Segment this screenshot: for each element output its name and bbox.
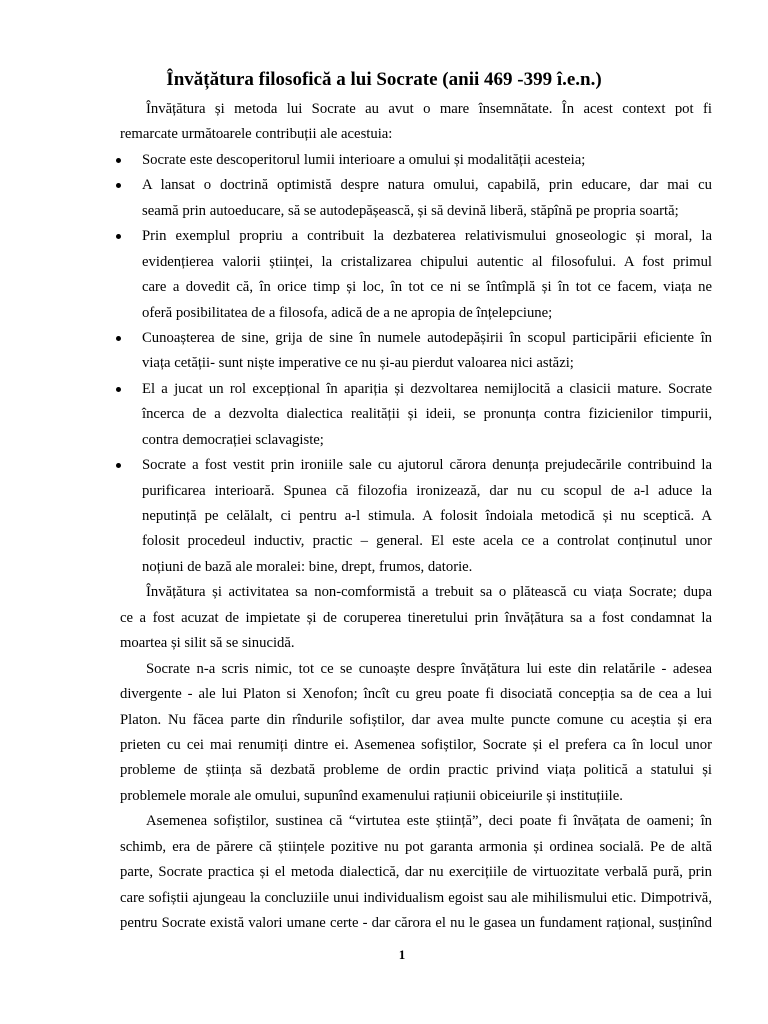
list-item-line: care a dovedit că, în orice timp și loc, în tot ce ni se întîmplă și în tot ce facem, viața ne (142, 279, 712, 296)
bullet-icon (116, 183, 121, 188)
body-paragraph (120, 580, 712, 656)
intro-paragraph (120, 97, 712, 148)
list-item-line: viața cetății- sunt niște imperative ce nu și-au pierdut valoarea nici astăzi; (142, 355, 574, 372)
paragraph-line: Învățătura și metoda lui Socrate au avut o mare însemnătate. În acest context pot fi (146, 101, 712, 117)
list-item-line: evidențierea valorii științei, la cristalizarea chipului autentic al filosofului. A fost primul (142, 253, 712, 270)
bullet-icon (116, 463, 121, 468)
paragraph-line: problemele morale ale omului, supunînd examenului rațiunii obiceiurile și instituțiile. (120, 787, 623, 804)
list-item (120, 173, 712, 224)
paragraph-line: care sofiștii ajungeau la concluziile unui individualism egoist sau ale mihilismului etic. Dimpotrivă, (120, 889, 712, 906)
paragraph-line: remarcate următoarele contribuții ale acestuia: (120, 126, 393, 143)
list-item (120, 224, 712, 326)
list-item (120, 377, 712, 453)
list-item-line: Socrate este descoperitorul lumii interioare a omului și modalității acesteia; (142, 151, 586, 168)
list-item-line: seamă prin autoeducare, să se autodepășească, și să devină liberă, stăpînă pe propria soartă; (142, 202, 679, 219)
list-item (120, 326, 712, 377)
list-item-line: El a jucat un rol excepțional în apariția și dezvoltarea nemijlocită a clasicii mature. Socrate (142, 380, 712, 397)
list-item (120, 148, 712, 173)
body-paragraph (120, 657, 712, 810)
list-item-line: contra democrației sclavagiste; (142, 431, 324, 448)
document-title: Învățătura filosofică a lui Socrate (anii 469 -399 î.e.n.) (166, 69, 602, 90)
paragraph-line: pentru Socrate există valori umane certe - dar cărora el nu le gasea un fundament rațional, susținînd (120, 915, 712, 931)
paragraph-line: ce a fost acuzat de impietate și de coruperea tineretului prin învățătura sa a fost condamnat la (120, 609, 712, 626)
body-paragraph (120, 809, 712, 936)
list-item-line: Socrate a fost vestit prin ironiile sale cu ajutorul cărora denunța prejudecările contribuind la (142, 457, 712, 474)
page-number: 1 (398, 947, 406, 962)
list-item-line: Cunoașterea de sine, grija de sine în numele autodepășirii în scopul participării eficiente în (142, 329, 712, 346)
paragraph-line: divergente - ale lui Platon si Xenofon; încît cu greu poate fi disociată concepția sa de cea a lui (120, 686, 712, 703)
bullet-icon (116, 387, 121, 392)
paragraph-line: Asemenea sofiștilor, sustinea că “virtutea este știință”, deci poate fi învățata de oameni; în (146, 813, 712, 830)
list-item-line: oferă posibilitatea de a filosofa, adică de a ne apropia de înțelepciune; (142, 304, 553, 321)
list-item-line: încerca de a dezvolta dialectica realității și ideii, se pronunța contra fizicienilor timpurii, (142, 406, 712, 423)
list-item-line: folosit procedeul inductiv, practic – general. El este acela ce a controlat conținutul unor (142, 533, 712, 550)
paragraph-line: Platon. Nu făcea parte din rîndurile sofiștilor, dar avea multe puncte comune cu aceștia și era (120, 711, 712, 728)
paragraph-line: parte, Socrate practica și el metoda dialectică, dar nu exercițiile de virtuozitate verbală pură, prin (120, 864, 712, 881)
paragraph-line: Învățătura și activitatea sa non-comformistă a trebuit sa o plătească cu viața Socrate; dupa (146, 584, 712, 601)
paragraph-line: Socrate n-a scris nimic, tot ce se cunoaște despre învățătura lui este din relatările - adesea (146, 660, 712, 677)
list-item-line: noțiuni de bază ale moralei: bine, drept, frumos, datorie. (142, 558, 473, 575)
document-body (120, 97, 712, 936)
list-item (120, 453, 712, 580)
paragraph-line: schimb, era de părere că științele pozitive nu pot garanta armonia și ordinea socială. Pe de altă (120, 838, 712, 855)
list-item-line: A lansat o doctrină optimistă despre natura omului, capabilă, prin educare, dar mai cu (142, 177, 712, 194)
paragraph-line: prieten cu cei mai renumiți dintre ei. Asemenea sofiștilor, Socrate și el prefera ca în locul unor (120, 736, 712, 753)
bullet-icon (116, 336, 121, 341)
bullet-icon (116, 234, 121, 239)
list-item-line: purificarea interioară. Spunea că filozofia ironizează, dar nu cu scopul de a-l aduce la (142, 482, 712, 499)
list-item-line: neputință pe celălalt, ci pentru a-l stimula. A folosit îndoiala metodică și nu sceptică. A (142, 508, 712, 524)
paragraph-line: moartea și silit să se sinucidă. (120, 635, 295, 652)
list-item-line: Prin exemplul propriu a contribuit la dezbaterea relativismului gnoseologic și moral, la (142, 228, 712, 245)
paragraph-line: probleme de știința să dezbată probleme de ordin practic privind viața politică a statului și (120, 762, 712, 779)
contributions-list (120, 148, 712, 580)
bullet-icon (116, 158, 121, 163)
